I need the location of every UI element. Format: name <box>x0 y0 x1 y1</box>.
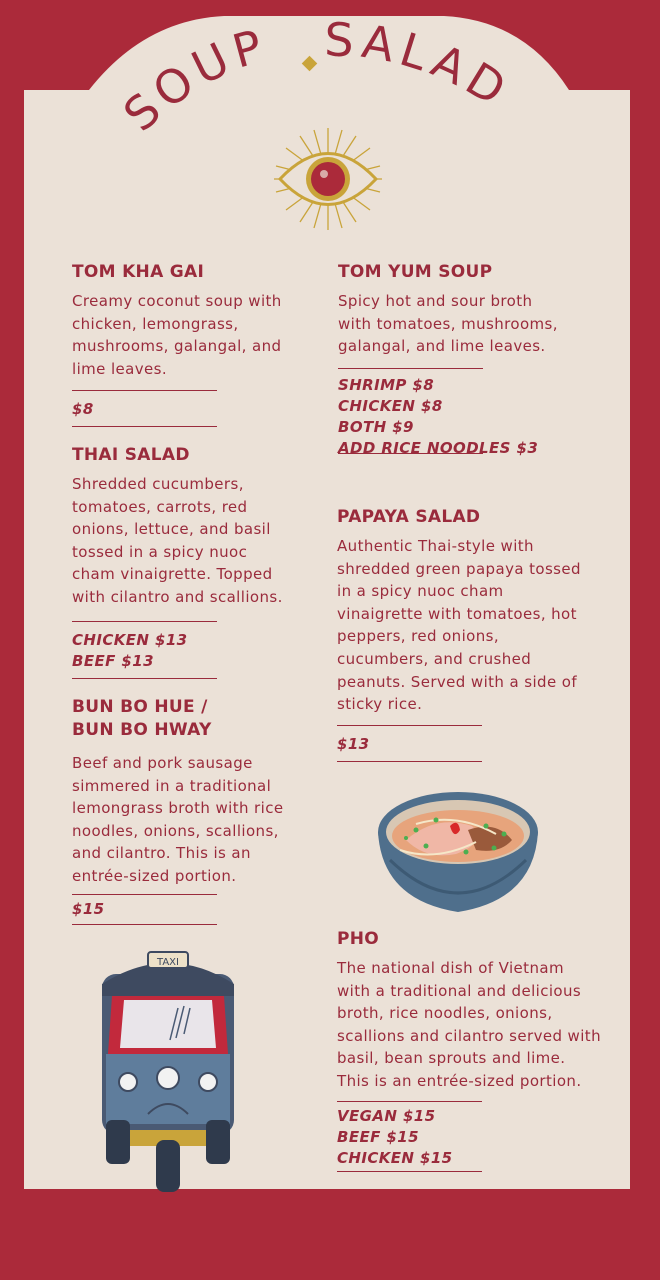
item-name: PHO <box>337 929 380 949</box>
divider <box>337 1101 482 1102</box>
item-name: TOM YUM SOUP <box>338 262 493 282</box>
item-name: THAI SALAD <box>72 445 190 465</box>
item-name: TOM KHA GAI <box>72 262 205 282</box>
price-list <box>72 899 312 920</box>
divider <box>72 678 217 679</box>
price-list <box>337 734 607 755</box>
item-description: Spicy hot and sour broth with tomatoes, mushrooms, galangal, and lime leaves. <box>338 292 558 356</box>
price: SHRIMP $8 <box>338 375 435 394</box>
item-description: Beef and pork sausage simmered in a traditional lemongrass broth with rice noodles, onions, scallions, and cilantro. This is an entrée-sized portion. <box>72 754 284 885</box>
item-description: Shredded cucumbers, tomatoes, carrots, red onions, lettuce, and basil tossed in a spicy nuoc cham vinaigrette. Topped with cilantro and scallions. <box>72 475 283 606</box>
price: $8 <box>72 400 94 419</box>
price: $15 <box>72 899 105 918</box>
title-left: SOUP <box>113 17 274 142</box>
tuk-tuk-taxi-icon <box>98 944 238 1194</box>
price-list <box>72 630 312 672</box>
price-list <box>337 1106 617 1169</box>
eye-icon <box>272 126 384 232</box>
svg-text:SALAD <box>324 14 520 119</box>
item-name: PAPAYA SALAD <box>337 507 481 527</box>
divider <box>337 725 482 726</box>
price: $13 <box>337 734 370 753</box>
price-list <box>338 375 608 459</box>
price: VEGAN $15 <box>337 1106 436 1125</box>
divider <box>72 621 217 622</box>
divider <box>72 894 217 895</box>
menu-item-pho <box>337 928 617 1172</box>
divider <box>337 761 482 762</box>
menu-panel <box>24 14 630 1189</box>
divider <box>338 368 483 369</box>
item-description: Authentic Thai-style with shredded green papaya tossed in a spicy nuoc cham vinaigrette with tomatoes, hot peppers, red onions, cucumbers, and crushed peanuts. Served with a side of sticky rice. <box>337 537 581 714</box>
svg-text:SOUP <box>113 18 273 142</box>
divider <box>337 1171 482 1172</box>
price: BEEF $13 <box>72 651 154 670</box>
price: CHICKEN $8 <box>338 396 443 415</box>
item-description: The national dish of Vietnam with a traditional and delicious broth, rice noodles, onions, scallions and cilantro served with basil, bean sprouts and lime. This is an entrée-sized portion. <box>337 959 601 1090</box>
menu-item-thai-salad <box>72 444 312 679</box>
menu-item-papaya-salad <box>337 506 607 762</box>
soup-bowl-icon <box>376 790 540 916</box>
item-description: Creamy coconut soup with chicken, lemongrass, mushrooms, galangal, and lime leaves. <box>72 292 282 378</box>
title-right: SALAD <box>323 14 521 120</box>
price: CHICKEN $13 <box>72 630 188 649</box>
menu-item-tom-kha-gai <box>72 261 312 427</box>
menu-item-tom-yum-soup <box>338 261 608 457</box>
price: BEEF $15 <box>337 1127 419 1146</box>
price: BOTH $9 <box>338 417 414 436</box>
price: ADD RICE NOODLES $3 <box>338 438 539 457</box>
menu-item-bun-bo-hue <box>72 696 312 925</box>
price-list <box>72 399 312 420</box>
price: CHICKEN $15 <box>337 1148 453 1167</box>
divider <box>72 924 217 925</box>
taxi-sign-label: TAXI <box>157 957 179 968</box>
divider <box>72 426 217 427</box>
item-name: BUN BO HUE / BUN BO HWAY <box>72 697 212 740</box>
divider <box>72 390 217 391</box>
title-diamond-icon <box>302 56 318 72</box>
